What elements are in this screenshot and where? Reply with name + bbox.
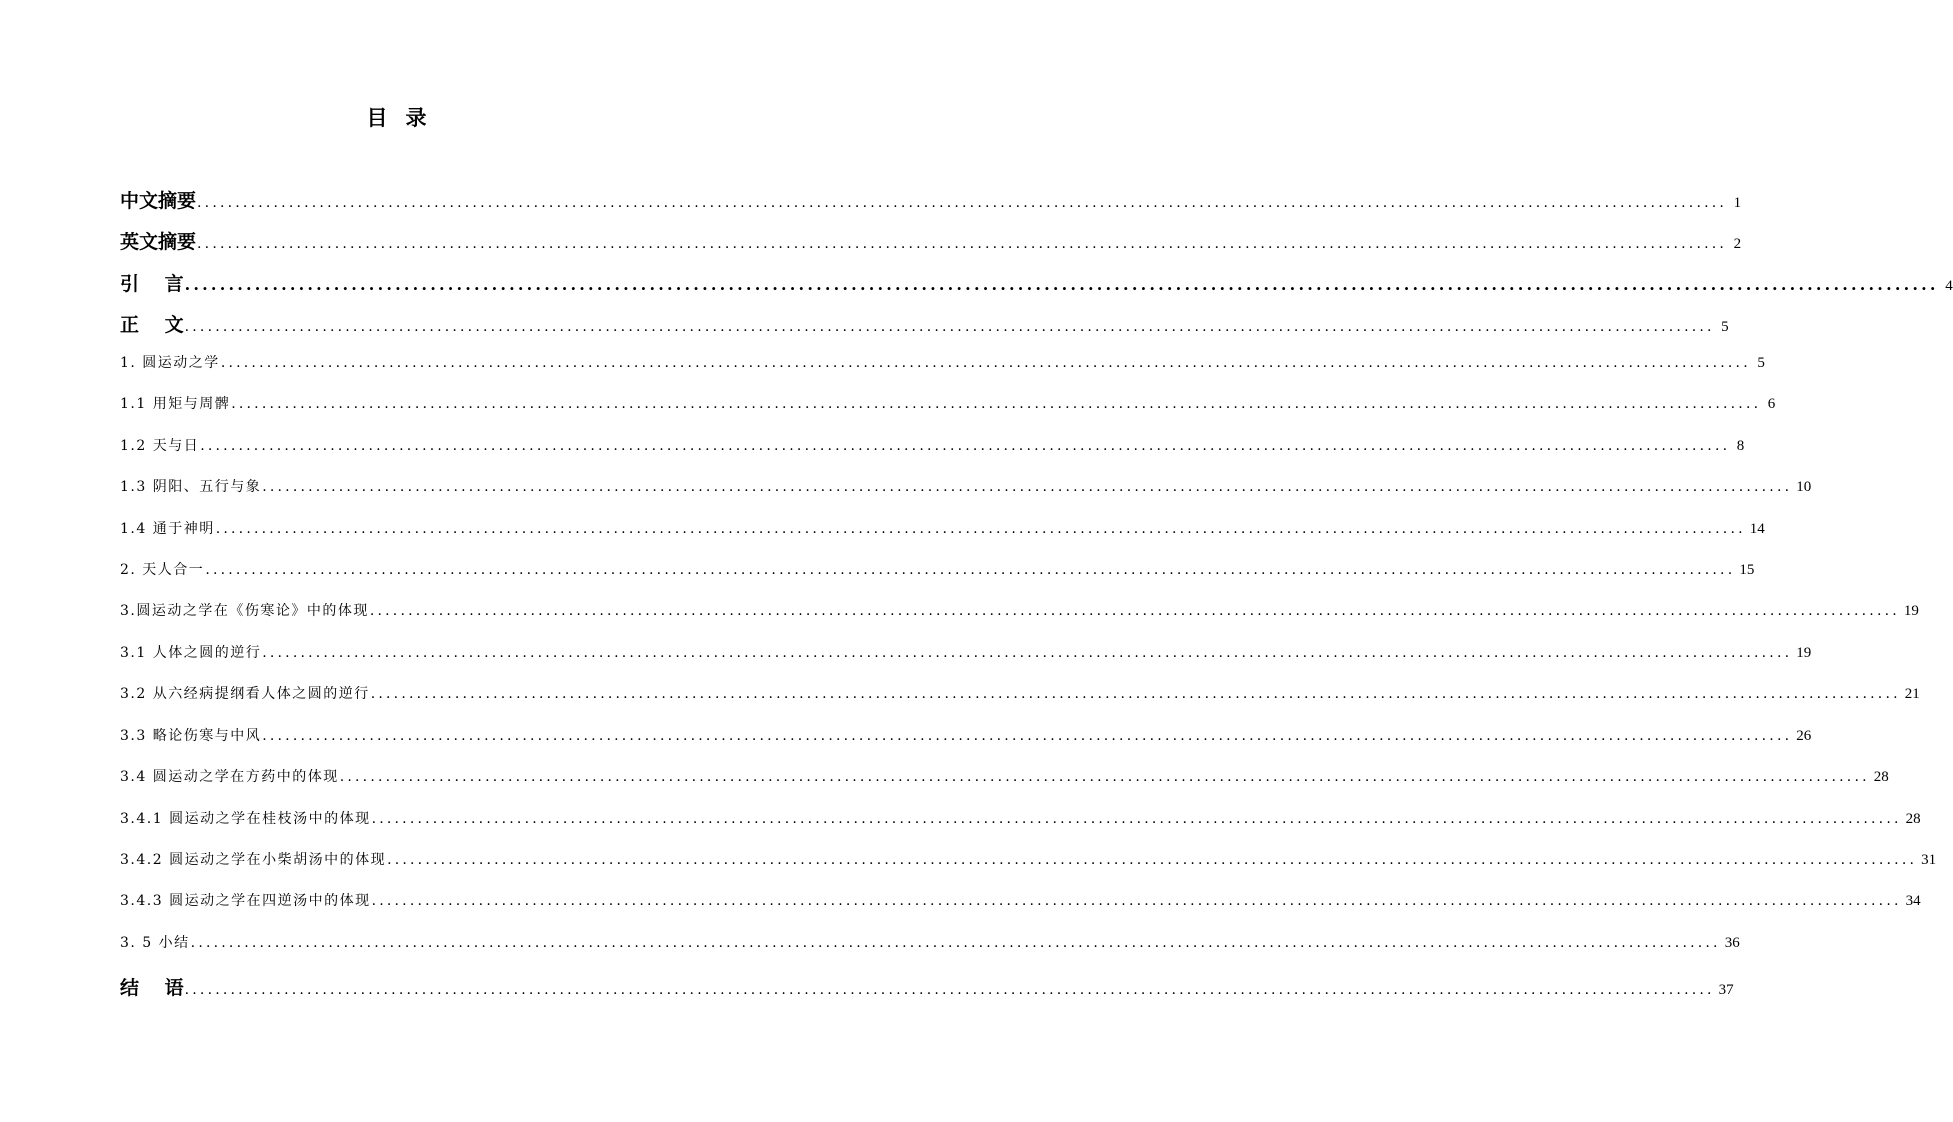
toc-entry-label: 1. 圆运动之学 (120, 354, 220, 371)
toc-entry-page: 5 (1721, 319, 1729, 336)
dot-leader: ........................................................................................................................................................................................................ (262, 479, 1793, 496)
toc-entry[interactable] (120, 642, 1812, 683)
dot-leader: ........................................................................................................................................................................................................ (190, 934, 1721, 951)
toc-entry-page: 14 (1749, 520, 1765, 537)
dot-leader: ........................................................................................................................................................................................................ (205, 561, 1736, 578)
toc-title: 目录 (366, 106, 445, 130)
dot-leader: ........................................................................................................................................................................................................ (197, 195, 1728, 211)
toc-entry-page: 34 (1905, 893, 1921, 910)
toc-entry[interactable] (120, 600, 1919, 641)
dot-leader: ........................................................................................................................................................................................................ (197, 236, 1728, 253)
toc-entry-page: 19 (1796, 644, 1812, 661)
toc-entry[interactable] (120, 476, 1812, 517)
toc-entry[interactable] (120, 186, 1742, 227)
toc-entry-page: 8 (1736, 437, 1745, 454)
toc-entry-label: 3.4.1 圆运动之学在桂枝汤中的体现 (120, 810, 371, 827)
toc-entry-label: 正 文 (120, 314, 184, 337)
toc-entry-label: 1.4 通于神明 (120, 520, 215, 537)
dot-leader: ........................................................................................................................................................................................................ (369, 603, 1900, 620)
dot-leader: ........................................................................................................................................................................................................ (387, 852, 1918, 868)
dot-leader: ........................................................................................................................................................................................................ (339, 769, 1870, 786)
toc-entry-label: 1.2 天与日 (120, 437, 200, 454)
toc-entry-label: 3.4 圆运动之学在方药中的体现 (120, 769, 339, 786)
toc-entry[interactable] (120, 973, 1734, 1014)
toc-entry-page: 10 (1796, 479, 1812, 496)
toc-entry-label: 1.1 用矩与周髀 (120, 396, 231, 413)
dot-leader: ........................................................................................................................................................................................................ (371, 893, 1902, 910)
dot-leader: ........................................................................................................................................................................................................ (220, 354, 1751, 371)
toc-entry[interactable] (120, 518, 1765, 559)
dot-leader: ........................................................................................................................................................................................................ (184, 274, 1939, 294)
toc-entry[interactable] (120, 932, 1740, 973)
dot-leader: ........................................................................................................................................................................................................ (184, 319, 1715, 336)
toc-entry-page: 19 (1903, 603, 1919, 620)
dot-leader: ........................................................................................................................................................................................................ (262, 644, 1793, 661)
toc-entry[interactable] (120, 766, 1889, 807)
toc-entry-label: 引 言 (120, 272, 184, 295)
toc-entry-label: 结 语 (120, 977, 184, 1000)
toc-entry-label: 3.1 人体之圆的逆行 (120, 644, 262, 661)
toc-entry-page: 26 (1796, 727, 1812, 744)
toc-entry-page: 6 (1767, 396, 1776, 413)
dot-leader: ........................................................................................................................................................................................................ (370, 686, 1901, 703)
toc-entry-page: 1 (1733, 195, 1742, 211)
dot-leader: ........................................................................................................................................................................................................ (371, 810, 1902, 827)
dot-leader: ........................................................................................................................................................................................................ (184, 982, 1715, 999)
toc-entry[interactable] (120, 559, 1755, 600)
toc-entry-label: 3.2 从六经病提纲看人体之圆的逆行 (120, 686, 370, 703)
toc-entry-label: 2. 天人合一 (120, 561, 205, 578)
toc-entry-label: 3.4.2 圆运动之学在小柴胡汤中的体现 (120, 852, 387, 868)
toc-entry[interactable] (120, 269, 1953, 310)
toc-entry-label: 3.圆运动之学在《伤寒论》中的体现 (120, 603, 369, 620)
dot-leader: ........................................................................................................................................................................................................ (215, 520, 1746, 537)
toc-entry-page: 36 (1724, 934, 1740, 951)
toc-entry-page: 4 (1945, 277, 1953, 294)
toc-entry[interactable] (120, 435, 1745, 476)
toc-entry-label: 1.3 阴阳、五行与象 (120, 479, 262, 496)
toc-entry-label: 英文摘要 (120, 231, 197, 254)
toc-entry[interactable] (120, 393, 1776, 434)
toc-entry-page: 15 (1739, 561, 1755, 578)
toc-entry-page: 21 (1904, 686, 1920, 703)
toc-entry[interactable] (120, 683, 1920, 724)
toc-entry-page: 2 (1733, 236, 1742, 253)
toc-entry-page: 28 (1873, 769, 1889, 786)
toc-entry-page: 31 (1921, 852, 1937, 868)
dot-leader: ........................................................................................................................................................................................................ (200, 437, 1731, 454)
dot-leader: ........................................................................................................................................................................................................ (262, 727, 1793, 744)
dot-leader: ........................................................................................................................................................................................................ (231, 396, 1762, 413)
toc-entry-page: 28 (1905, 810, 1921, 827)
toc-entry[interactable] (120, 725, 1812, 766)
toc-entry-label: 3.4.3 圆运动之学在四逆汤中的体现 (120, 893, 371, 910)
toc-entry[interactable] (120, 227, 1742, 268)
toc-entry[interactable] (120, 849, 1937, 890)
toc-entry[interactable] (120, 808, 1921, 849)
toc-entry[interactable] (120, 890, 1921, 931)
table-of-contents (120, 186, 1953, 1015)
toc-entry-page: 5 (1757, 354, 1765, 371)
toc-entry[interactable] (120, 310, 1729, 351)
toc-entry-label: 3. 5 小结 (120, 934, 190, 951)
toc-entry-label: 3.3 略论伤寒与中风 (120, 727, 262, 744)
toc-entry-label: 中文摘要 (120, 190, 197, 212)
toc-entry[interactable] (120, 352, 1765, 393)
toc-entry-page: 37 (1718, 982, 1734, 999)
